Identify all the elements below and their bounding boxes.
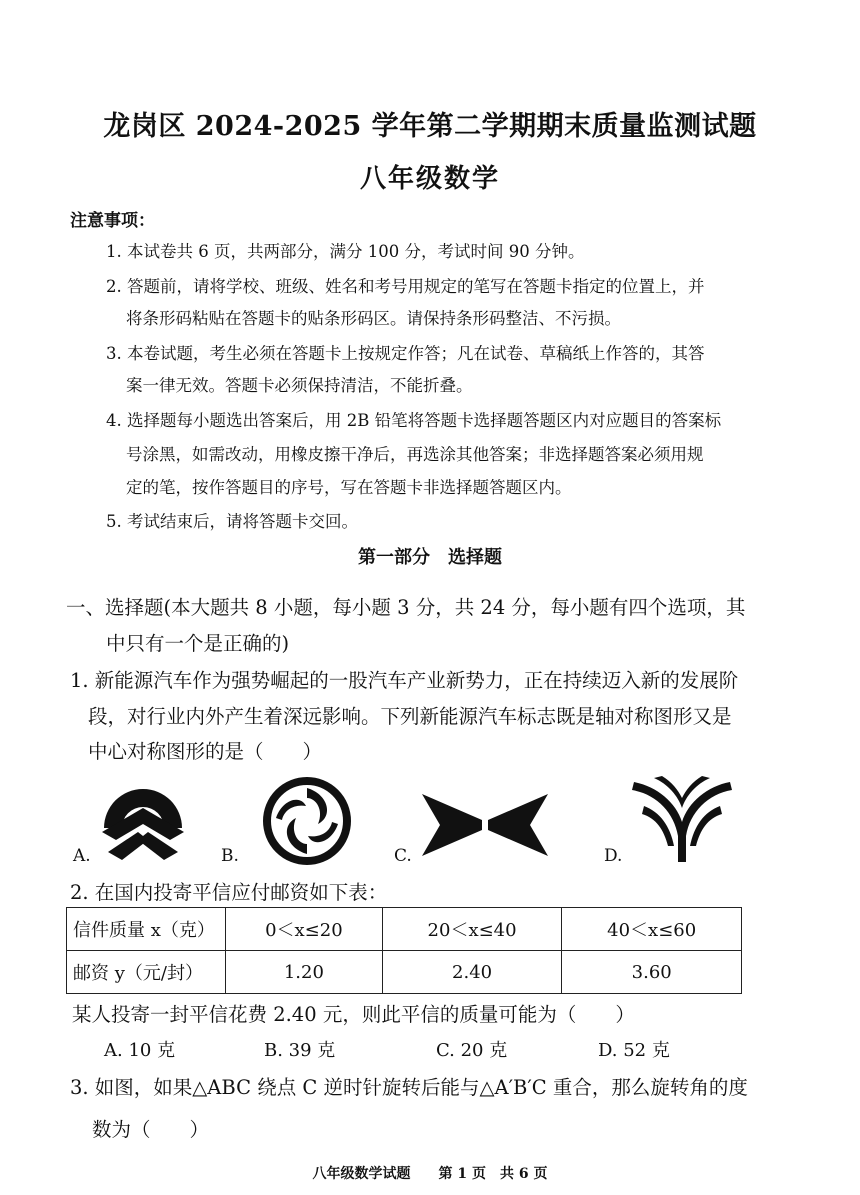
section-heading: 一、选择题(本大题共 8 小题，每小题 3 分，共 24 分，每小题有四个选项，其 (66, 596, 746, 619)
logo-a-image (98, 780, 188, 862)
notice-line: 1. 本试卷共 6 页，共两部分，满分 100 分，考试时间 90 分钟。 (106, 242, 585, 261)
notice-line: 2. 答题前，请将学校、班级、姓名和考号用规定的笔写在答题卡指定的位置上，并 (106, 277, 705, 296)
table-row (67, 908, 742, 951)
table-cell: 1.20 (226, 951, 383, 994)
table-cell: 40＜x≤60 (562, 908, 742, 951)
exam-title: 龙岗区 2024-2025 学年第二学期期末质量监测试题 (103, 111, 757, 142)
logo-c-image (420, 790, 550, 860)
question-1-text: 段，对行业内外产生着深远影响。下列新能源汽车标志既是轴对称图形又是 (88, 705, 732, 728)
choice-a: A. 10 克 (104, 1040, 176, 1061)
table-cell: 0＜x≤20 (226, 908, 383, 951)
notice-line: 3. 本卷试题，考生必须在答题卡上按规定作答；凡在试卷、草稿纸上作答的，其答 (106, 344, 705, 363)
question-2-followup: 某人投寄一封平信花费 2.40 元，则此平信的质量可能为（ ） (72, 1003, 635, 1026)
table-cell: 信件质量 x（克） (67, 908, 226, 951)
option-c-label: C. (394, 846, 412, 866)
notice-line: 定的笔，按作答题目的序号，写在答题卡非选择题答题区内。 (126, 478, 572, 497)
postage-table (66, 907, 742, 994)
table-row (67, 951, 742, 994)
notice-line: 5. 考试结束后，请将答题卡交回。 (106, 512, 358, 531)
page-footer: 八年级数学试题 第 1 页 共 6 页 (312, 1166, 548, 1182)
table-cell: 3.60 (562, 951, 742, 994)
question-1-text: 中心对称图形的是（ ） (88, 740, 323, 763)
notice-line: 案一律无效。答题卡必须保持清洁，不能折叠。 (126, 376, 473, 395)
logo-b-image (262, 776, 352, 866)
notice-line: 将条形码粘贴在答题卡的贴条形码区。请保持条形码整洁、不污损。 (126, 309, 621, 328)
table-cell: 邮资 y（元/封） (67, 951, 226, 994)
table-cell: 2.40 (382, 951, 562, 994)
choice-c: C. 20 克 (436, 1040, 508, 1061)
question-3-text: 3. 如图，如果△ABC 绕点 C 逆时针旋转后能与△A′B′C 重合，那么旋转角的度 (70, 1076, 748, 1099)
question-3-text: 数为（ ） (92, 1118, 210, 1141)
question-2-text: 2. 在国内投寄平信应付邮资如下表： (70, 881, 388, 904)
section-heading-cont: 中只有一个是正确的) (106, 632, 290, 655)
option-d-label: D. (604, 846, 623, 866)
question-1-text: 1. 新能源汽车作为强势崛起的一股汽车产业新势力，正在持续迈入新的发展阶 (70, 669, 739, 692)
notice-heading: 注意事项： (70, 211, 155, 231)
logo-d-image (630, 776, 734, 864)
table-cell: 20＜x≤40 (382, 908, 562, 951)
option-a-label: A. (73, 846, 91, 866)
exam-subtitle: 八年级数学 (359, 164, 500, 194)
option-b-label: B. (221, 846, 239, 866)
notice-line: 4. 选择题每小题选出答案后，用 2B 铅笔将答题卡选择题答题区内对应题目的答案标 (106, 411, 722, 430)
choice-d: D. 52 克 (598, 1040, 670, 1061)
choice-b: B. 39 克 (264, 1040, 336, 1061)
notice-line: 号涂黑，如需改动，用橡皮擦干净后，再选涂其他答案；非选择题答案必须用规 (126, 445, 704, 464)
part-heading: 第一部分 选择题 (358, 547, 502, 568)
